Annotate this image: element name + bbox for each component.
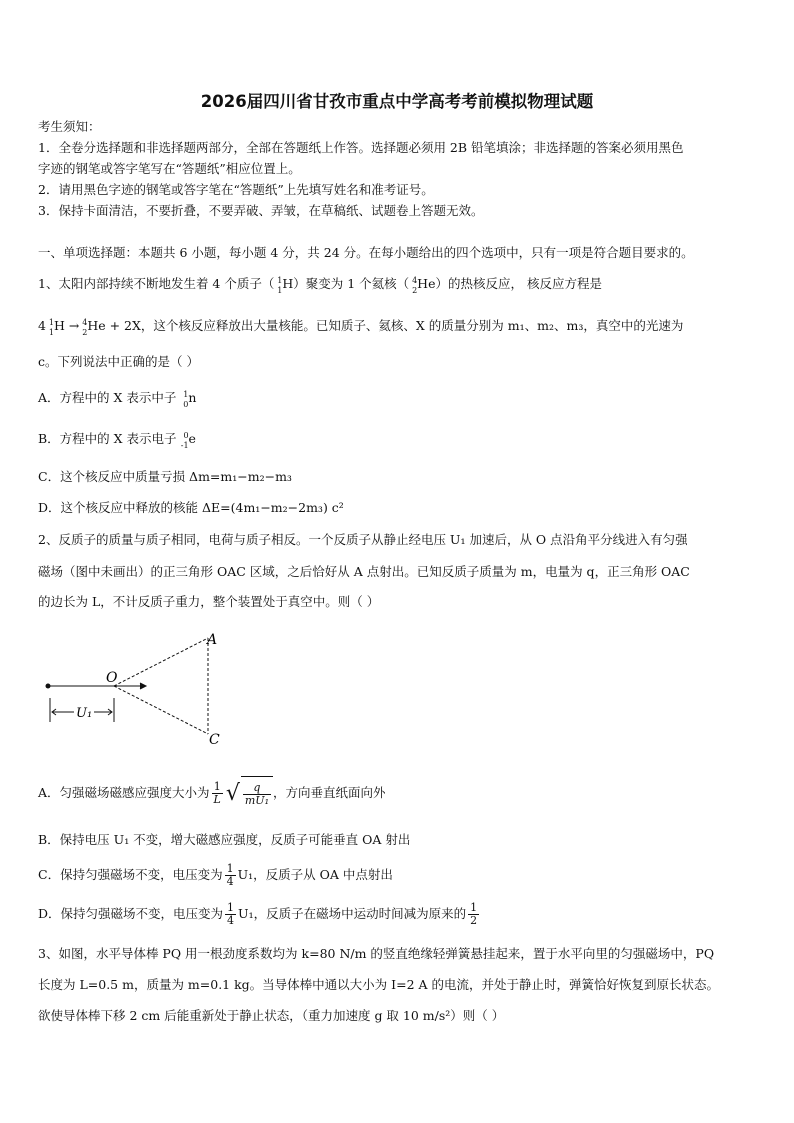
q2-option-a[interactable]: A．匀强磁场磁感应强度大小为 $\frac{1}{L}$ √ $\frac{q}{\text{mU₁}}$ ，方向垂直纸面向外 xyxy=(38,776,386,811)
q2-stem-line2: 磁场（图中未画出）的正三角形 OAC 区域，之后恰好从 A 点射出。已知反质子质量为 m，电量为 q，正三角形 OAC xyxy=(38,564,690,579)
q2-option-d[interactable]: D．保持匀强磁场不变，电压变为 $\frac{1}{4}$ U₁，反质子在磁场中运动时间减为原来的 $\frac{1}{2}$ xyxy=(38,901,478,927)
figure-ray-to-c xyxy=(114,686,208,734)
q1-stem-part4: ，这个核反应释放出大量核能。已知质子、氦核、X 的质量分别为 m₁、m₂、m₃，真空中的光速为 xyxy=(140,318,684,333)
proton-symbol-prefix: 1 1 xyxy=(277,276,283,295)
q2-stem-line3: 的边长为 L，不计反质子重力，整个装置处于真空中。则（ ） xyxy=(38,594,380,609)
q1-option-c[interactable]: C．这个核反应中质量亏损 Δm=m₁−m₂−m₃ xyxy=(38,469,292,484)
figure-label-u1: U₁ xyxy=(76,706,93,721)
figure-label-a: A xyxy=(207,632,218,648)
figure-start-dot xyxy=(46,684,51,689)
q1-option-a[interactable]: A．方程中的 X 表示中子 1 0 n xyxy=(38,390,197,409)
figure-label-o: O xyxy=(106,670,118,686)
q1-eq-rhs: He + 2X xyxy=(87,318,141,333)
q1-option-b[interactable]: B．方程中的 X 表示电子 0 -1 e xyxy=(38,431,196,450)
q1-stem-part2: ）聚变为 1 个氦核（ xyxy=(293,276,410,291)
notice-item-1b: 字迹的钢笔或答字笔写在“答题纸”相应位置上。 xyxy=(38,161,301,176)
q1-stem-line1 xyxy=(38,276,602,295)
q1-equation-line: 4 1 1 H → 4 2 He + 2X，这个核反应释放出大量核能。已知质子、氦核、X 的质量分别为 m₁、m₂、m₃，真空中的光速为 xyxy=(38,318,684,337)
q2-option-b[interactable]: B．保持电压 U₁ 不变，增大磁感应强度，反质子可能垂直 OA 射出 xyxy=(38,832,411,847)
notice-heading: 考生须知： xyxy=(38,119,101,134)
section-heading: 一、单项选择题：本题共 6 小题，每小题 4 分，共 24 分。在每小题给出的四个选项中，只有一项是符合题目要求的。 xyxy=(38,245,694,260)
q1-eq-coefficient: 4 xyxy=(38,318,46,333)
q2-stem-line1: 2、反质子的质量与质子相同，电荷与质子相反。一个反质子从静止经电压 U₁ 加速后，从 O 点沿角平分线进入有匀强 xyxy=(38,532,688,547)
q2-figure xyxy=(40,628,240,748)
q1-stem-part3: ）的热核反应， 核反应方程是 xyxy=(435,276,602,291)
notice-item-2: 2．请用黑色字迹的钢笔或答字笔在“答题纸”上先填写姓名和准考证号。 xyxy=(38,182,434,197)
q3-stem-line1: 3、如图，水平导体棒 PQ 用一根劲度系数均为 k=80 N/m 的竖直绝缘轻弹簧悬挂起来，置于水平向里的匀强磁场中，PQ xyxy=(38,946,715,961)
q2-option-c[interactable]: C．保持匀强磁场不变，电压变为 $\frac{1}{4}$ U₁，反质子从 OA 中点射出 xyxy=(38,862,393,888)
figure-ray-to-a xyxy=(114,638,208,686)
q1-proton: H xyxy=(282,276,294,291)
q1-helium: He xyxy=(417,276,436,291)
q3-stem-line2: 长度为 L=0.5 m，质量为 m=0.1 kg。当导体棒中通以大小为 I=2 A 的电流，并处于静止时，弹簧恰好恢复到原长状态。 xyxy=(38,977,719,992)
q1-stem-line3: c。下列说法中正确的是（ ） xyxy=(38,354,199,369)
helium-symbol-prefix: 4 2 xyxy=(412,276,418,295)
notice-item-3: 3．保持卡面清洁，不要折叠，不要弄破、弄皱，在草稿纸、试题卷上答题无效。 xyxy=(38,203,484,218)
q1-stem-part1: 1、太阳内部持续不断地发生着 4 个质子（ xyxy=(38,276,275,291)
q3-stem-line3: 欲使导体棒下移 2 cm 后能重新处于静止状态，（重力加速度 g 取 10 m/s²）则（ ） xyxy=(38,1008,505,1023)
page-title: 2026届四川省甘孜市重点中学高考考前模拟物理试题 xyxy=(200,92,594,111)
figure-label-c: C xyxy=(209,732,220,748)
notice-item-1a: 1．全卷分选择题和非选择题两部分，全部在答题纸上作答。选择题必须用 2B 铅笔填涂；非选择题的答案必须用黑色 xyxy=(38,140,684,155)
q1-option-d[interactable]: D．这个核反应中释放的核能 ΔE=(4m₁−m₂−2m₃) c² xyxy=(38,500,344,515)
